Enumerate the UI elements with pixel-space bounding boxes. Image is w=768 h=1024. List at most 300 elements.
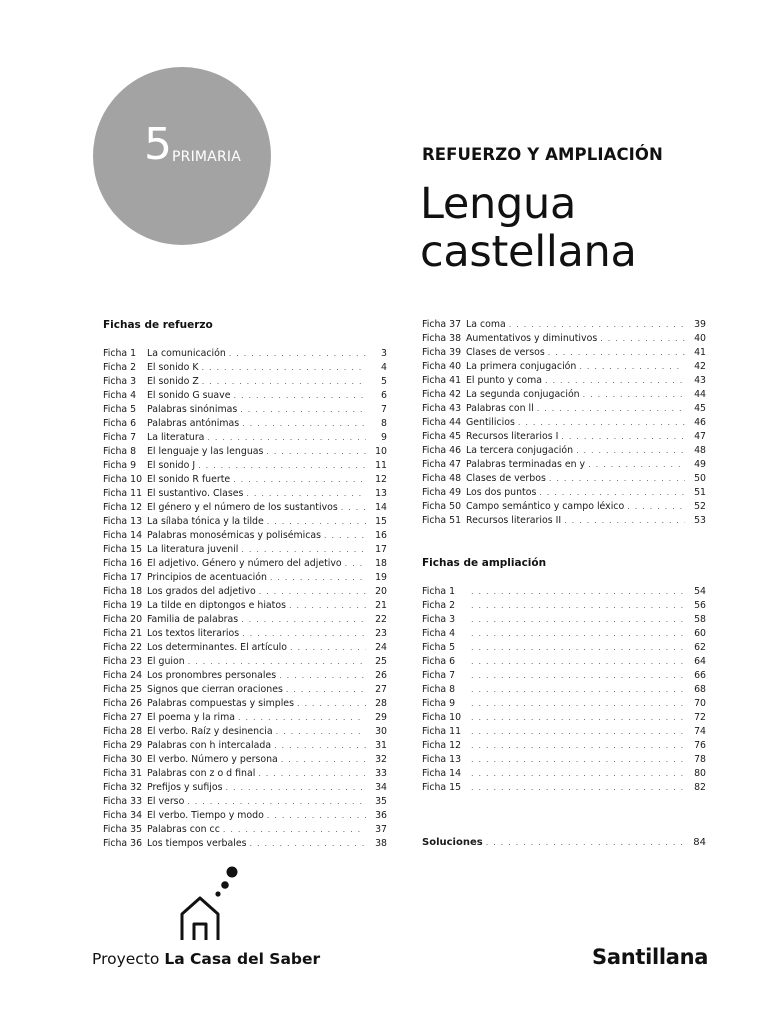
toc-row[interactable] xyxy=(103,557,387,571)
toc-number: Ficha 6 xyxy=(422,656,456,667)
toc-row[interactable] xyxy=(422,683,706,697)
leader-dots xyxy=(509,318,685,332)
toc-page: 53 xyxy=(694,515,706,526)
toc-page: 32 xyxy=(375,754,387,765)
leader-dots xyxy=(281,753,366,767)
toc-row[interactable] xyxy=(103,613,387,627)
logo-dot-medium xyxy=(221,881,229,889)
toc-row[interactable] xyxy=(103,655,387,669)
toc-row[interactable] xyxy=(422,332,706,346)
ampliacion-list xyxy=(422,585,706,795)
toc-row[interactable] xyxy=(103,641,387,655)
toc-label: Los determinantes. El artículo xyxy=(147,642,287,653)
leader-dots xyxy=(471,613,685,627)
toc-number: Ficha 28 xyxy=(103,726,143,737)
toc-label: Recursos literarios II xyxy=(466,515,562,526)
book-title-line2: castellana xyxy=(420,227,637,277)
toc-number: Ficha 3 xyxy=(422,614,456,625)
leader-dots xyxy=(345,557,366,571)
toc-row[interactable] xyxy=(422,725,706,739)
leader-dots xyxy=(561,430,685,444)
toc-number: Ficha 9 xyxy=(103,460,137,471)
toc-page: 44 xyxy=(694,389,706,400)
toc-row[interactable] xyxy=(103,445,387,459)
toc-page: 60 xyxy=(694,628,706,639)
toc-page: 43 xyxy=(694,375,706,386)
leader-dots xyxy=(471,669,685,683)
toc-row[interactable] xyxy=(422,444,706,458)
toc-row[interactable] xyxy=(422,711,706,725)
leader-dots xyxy=(471,753,685,767)
toc-page: 52 xyxy=(694,501,706,512)
toc-row[interactable] xyxy=(422,360,706,374)
toc-label: La literatura xyxy=(147,432,205,443)
toc-label: El punto y coma xyxy=(466,375,543,386)
toc-label: Palabras sinónimas xyxy=(147,404,238,415)
toc-label: La tercera conjugación xyxy=(466,445,574,456)
toc-row[interactable] xyxy=(422,514,706,528)
leader-dots xyxy=(242,627,366,641)
publisher-logo: Santillana xyxy=(592,945,709,969)
toc-page: 42 xyxy=(694,361,706,372)
toc-number: Ficha 4 xyxy=(103,390,137,401)
toc-row[interactable] xyxy=(103,529,387,543)
toc-number: Ficha 34 xyxy=(103,810,143,821)
toc-label: El sonido Z xyxy=(147,376,199,387)
ampliacion-heading: Fichas de ampliación xyxy=(422,557,547,569)
toc-label: El sonido K xyxy=(147,362,199,373)
toc-label: Principios de acentuación xyxy=(147,572,267,583)
toc-number: Ficha 11 xyxy=(422,726,462,737)
toc-number: Ficha 3 xyxy=(103,376,137,387)
toc-row[interactable] xyxy=(103,375,387,389)
toc-number: Ficha 4 xyxy=(422,628,456,639)
toc-row[interactable] xyxy=(103,389,387,403)
toc-label: Palabras con cc xyxy=(147,824,220,835)
leader-dots xyxy=(258,767,366,781)
toc-page: 70 xyxy=(694,698,706,709)
leader-dots xyxy=(471,781,685,795)
leader-dots xyxy=(279,669,366,683)
soluciones-entry[interactable] xyxy=(422,836,706,850)
leader-dots xyxy=(471,627,685,641)
leader-dots xyxy=(548,346,685,360)
toc-row[interactable] xyxy=(422,388,706,402)
toc-number: Ficha 46 xyxy=(422,445,462,456)
toc-row[interactable] xyxy=(103,627,387,641)
toc-page: 51 xyxy=(694,487,706,498)
toc-number: Ficha 13 xyxy=(103,516,143,527)
toc-label: Recursos literarios I xyxy=(466,431,559,442)
book-subtitle: REFUERZO Y AMPLIACIÓN xyxy=(422,145,663,164)
toc-number: Ficha 50 xyxy=(422,501,462,512)
toc-label: Palabras antónimas xyxy=(147,418,240,429)
leader-dots xyxy=(564,514,685,528)
toc-page: 66 xyxy=(694,670,706,681)
toc-row[interactable] xyxy=(103,431,387,445)
toc-page: 15 xyxy=(375,516,387,527)
toc-page: 17 xyxy=(375,544,387,555)
toc-number: Ficha 2 xyxy=(422,600,456,611)
toc-page: 80 xyxy=(694,768,706,779)
toc-label: Los pronombres personales xyxy=(147,670,277,681)
toc-label: Palabras con ll xyxy=(466,403,534,414)
toc-row[interactable] xyxy=(103,795,387,809)
toc-row[interactable] xyxy=(103,487,387,501)
project-brand xyxy=(92,948,320,970)
leader-dots xyxy=(486,836,685,850)
toc-row[interactable] xyxy=(103,473,387,487)
toc-label: Aumentativos y diminutivos xyxy=(466,333,598,344)
toc-row[interactable] xyxy=(422,585,706,599)
book-title-line1: Lengua xyxy=(420,179,577,229)
toc-page: 76 xyxy=(694,740,706,751)
toc-number: Ficha 5 xyxy=(422,642,456,653)
toc-row[interactable] xyxy=(422,641,706,655)
toc-page: 14 xyxy=(375,502,387,513)
toc-number: Ficha 8 xyxy=(103,446,137,457)
toc-number: Ficha 8 xyxy=(422,684,456,695)
toc-row[interactable] xyxy=(103,725,387,739)
toc-label: Palabras con h intercalada xyxy=(147,740,272,751)
toc-number: Ficha 40 xyxy=(422,361,462,372)
toc-label: Gentilicios xyxy=(466,417,515,428)
toc-page: 25 xyxy=(375,656,387,667)
toc-row[interactable] xyxy=(103,403,387,417)
toc-row[interactable] xyxy=(103,809,387,823)
toc-page: 5 xyxy=(381,376,387,387)
leader-dots xyxy=(229,347,366,361)
toc-page: 31 xyxy=(375,740,387,751)
toc-page: 27 xyxy=(375,684,387,695)
toc-number: Ficha 45 xyxy=(422,431,462,442)
project-name: La Casa del Saber xyxy=(164,950,321,968)
toc-row[interactable] xyxy=(103,501,387,515)
toc-label: El sustantivo. Clases xyxy=(147,488,244,499)
toc-page: 10 xyxy=(375,446,387,457)
leader-dots xyxy=(187,795,366,809)
leader-dots xyxy=(188,655,366,669)
leader-dots xyxy=(471,641,685,655)
leader-dots xyxy=(471,585,685,599)
toc-number: Ficha 24 xyxy=(103,670,143,681)
toc-label: Los grados del adjetivo xyxy=(147,586,256,597)
toc-row[interactable] xyxy=(422,486,706,500)
toc-label: Los textos literarios xyxy=(147,628,240,639)
toc-number: Ficha 16 xyxy=(103,558,143,569)
leader-dots xyxy=(324,529,366,543)
toc-page: 78 xyxy=(694,754,706,765)
toc-page: 37 xyxy=(375,824,387,835)
leader-dots xyxy=(238,711,366,725)
toc-label: El guion xyxy=(147,656,185,667)
toc-page: 3 xyxy=(381,348,387,359)
toc-page: 11 xyxy=(375,460,387,471)
toc-label: Campo semántico y campo léxico xyxy=(466,501,625,512)
leader-dots xyxy=(267,809,366,823)
toc-row[interactable] xyxy=(422,599,706,613)
leader-dots xyxy=(471,767,685,781)
leader-dots xyxy=(549,472,685,486)
grade-label: PRIMARIA xyxy=(172,149,241,165)
house-icon xyxy=(172,862,242,944)
toc-row[interactable] xyxy=(103,669,387,683)
toc-page: 82 xyxy=(694,782,706,793)
toc-number: Ficha 18 xyxy=(103,586,143,597)
toc-page: 4 xyxy=(381,362,387,373)
toc-number: Ficha 13 xyxy=(422,754,462,765)
toc-number: Ficha 10 xyxy=(422,712,462,723)
toc-row[interactable] xyxy=(103,571,387,585)
toc-page: 23 xyxy=(375,628,387,639)
toc-label: El sonido R fuerte xyxy=(147,474,231,485)
toc-row[interactable] xyxy=(422,627,706,641)
toc-number: Ficha 22 xyxy=(103,642,143,653)
toc-number: Ficha 5 xyxy=(103,404,137,415)
leader-dots xyxy=(576,444,685,458)
toc-row[interactable] xyxy=(103,697,387,711)
leader-dots xyxy=(588,458,685,472)
toc-page: 36 xyxy=(375,810,387,821)
leader-dots xyxy=(266,445,366,459)
toc-row[interactable] xyxy=(103,837,387,851)
toc-label: El verbo. Tiempo y modo xyxy=(147,810,264,821)
toc-number: Ficha 47 xyxy=(422,459,462,470)
project-prefix: Proyecto xyxy=(92,950,160,968)
toc-number: Ficha 33 xyxy=(103,796,143,807)
toc-row[interactable] xyxy=(103,543,387,557)
leader-dots xyxy=(274,739,366,753)
grade-number: 5 xyxy=(144,119,172,170)
toc-row[interactable] xyxy=(103,823,387,837)
toc-row[interactable] xyxy=(103,347,387,361)
leader-dots xyxy=(471,711,685,725)
toc-row[interactable] xyxy=(103,417,387,431)
leader-dots xyxy=(471,683,685,697)
toc-label: La sílaba tónica y la tilde xyxy=(147,516,264,527)
toc-number: Ficha 15 xyxy=(422,782,462,793)
toc-page: 21 xyxy=(375,600,387,611)
toc-number: Ficha 48 xyxy=(422,473,462,484)
leader-dots xyxy=(246,487,366,501)
toc-page: 58 xyxy=(694,614,706,625)
toc-number: Ficha 32 xyxy=(103,782,143,793)
toc-row[interactable] xyxy=(103,585,387,599)
leader-dots xyxy=(202,375,366,389)
toc-row[interactable] xyxy=(422,613,706,627)
toc-label: La literatura juvenil xyxy=(147,544,239,555)
toc-page: 16 xyxy=(375,530,387,541)
leader-dots xyxy=(539,486,685,500)
leader-dots xyxy=(207,431,366,445)
toc-label: Signos que cierran oraciones xyxy=(147,684,283,695)
toc-row[interactable] xyxy=(103,683,387,697)
toc-number: Ficha 12 xyxy=(422,740,462,751)
leader-dots xyxy=(471,725,685,739)
toc-row[interactable] xyxy=(422,500,706,514)
toc-row[interactable] xyxy=(422,753,706,767)
toc-label: El género y el número de los sustantivos xyxy=(147,502,338,513)
leader-dots xyxy=(297,697,366,711)
leader-dots xyxy=(270,571,366,585)
toc-row[interactable] xyxy=(103,753,387,767)
toc-number: Ficha 14 xyxy=(103,530,143,541)
toc-row[interactable] xyxy=(103,711,387,725)
toc-page: 12 xyxy=(375,474,387,485)
leader-dots xyxy=(241,613,366,627)
leader-dots xyxy=(250,837,366,851)
toc-number: Ficha 10 xyxy=(103,474,143,485)
toc-page: 54 xyxy=(694,586,706,597)
toc-row[interactable] xyxy=(422,416,706,430)
toc-page: 38 xyxy=(375,838,387,849)
toc-number: Ficha 20 xyxy=(103,614,143,625)
leader-dots xyxy=(267,515,366,529)
toc-number: Ficha 1 xyxy=(422,586,456,597)
toc-row[interactable] xyxy=(103,361,387,375)
leader-dots xyxy=(471,655,685,669)
toc-page: 47 xyxy=(694,431,706,442)
leader-dots xyxy=(341,501,366,515)
toc-page: 33 xyxy=(375,768,387,779)
logo-dot-large xyxy=(227,867,238,878)
toc-label: La tilde en diptongos e hiatos xyxy=(147,600,286,611)
toc-number: Ficha 1 xyxy=(103,348,137,359)
leader-dots xyxy=(290,641,366,655)
leader-dots xyxy=(233,389,366,403)
toc-number: Ficha 23 xyxy=(103,656,143,667)
leader-dots xyxy=(241,543,366,557)
leader-dots xyxy=(233,473,366,487)
toc-number: Ficha 29 xyxy=(103,740,143,751)
toc-row[interactable] xyxy=(422,402,706,416)
toc-label: El poema y la rima xyxy=(147,712,236,723)
toc-label: El sonido J xyxy=(147,460,196,471)
toc-number: Ficha 39 xyxy=(422,347,462,358)
toc-row[interactable] xyxy=(103,515,387,529)
toc-page: 35 xyxy=(375,796,387,807)
toc-row[interactable] xyxy=(422,430,706,444)
toc-page: 49 xyxy=(694,459,706,470)
toc-row[interactable] xyxy=(103,781,387,795)
leader-dots xyxy=(202,361,367,375)
leader-dots xyxy=(242,417,366,431)
toc-label: Palabras compuestas y simples xyxy=(147,698,294,709)
toc-number: Ficha 26 xyxy=(103,698,143,709)
toc-row[interactable] xyxy=(422,669,706,683)
toc-label: El verbo. Raíz y desinencia xyxy=(147,726,273,737)
toc-number: Ficha 17 xyxy=(103,572,143,583)
leader-dots xyxy=(289,599,366,613)
toc-label: La comunicación xyxy=(147,348,226,359)
toc-label: El verbo. Número y persona xyxy=(147,754,278,765)
toc-page: 9 xyxy=(381,432,387,443)
toc-label: La primera conjugación xyxy=(466,361,577,372)
leader-dots xyxy=(600,332,685,346)
toc-number: Ficha 19 xyxy=(103,600,143,611)
toc-number: Ficha 12 xyxy=(103,502,143,513)
toc-row[interactable] xyxy=(422,458,706,472)
toc-row[interactable] xyxy=(422,697,706,711)
toc-label: El adjetivo. Género y número del adjetivo xyxy=(147,558,342,569)
toc-label: La coma xyxy=(466,319,506,330)
toc-number: Ficha 43 xyxy=(422,403,462,414)
leader-dots xyxy=(240,403,366,417)
toc-page: 74 xyxy=(694,726,706,737)
leader-dots xyxy=(583,388,685,402)
toc-number: Ficha 2 xyxy=(103,362,137,373)
toc-page: 50 xyxy=(694,473,706,484)
toc-page: 40 xyxy=(694,333,706,344)
toc-row[interactable] xyxy=(422,767,706,781)
toc-number: Ficha 44 xyxy=(422,417,462,428)
toc-page: 7 xyxy=(381,404,387,415)
toc-row[interactable] xyxy=(103,459,387,473)
leader-dots xyxy=(198,459,366,473)
toc-row[interactable] xyxy=(103,739,387,753)
toc-number: Ficha 38 xyxy=(422,333,462,344)
toc-label: Prefijos y sufijos xyxy=(147,782,223,793)
leader-dots xyxy=(471,599,685,613)
toc-number: Ficha 30 xyxy=(103,754,143,765)
toc-number: Ficha 9 xyxy=(422,698,456,709)
toc-number: Ficha 35 xyxy=(103,824,143,835)
toc-row-soluciones[interactable] xyxy=(422,836,706,850)
toc-label: El verso xyxy=(147,796,185,807)
logo-dot-small xyxy=(215,891,220,896)
toc-page: 68 xyxy=(694,684,706,695)
toc-number: Ficha 7 xyxy=(103,432,137,443)
toc-page: 64 xyxy=(694,656,706,667)
toc-row[interactable] xyxy=(103,767,387,781)
toc-number: Ficha 6 xyxy=(103,418,137,429)
toc-page: 8 xyxy=(381,418,387,429)
toc-page: 24 xyxy=(375,642,387,653)
toc-row[interactable] xyxy=(422,781,706,795)
toc-row[interactable] xyxy=(422,739,706,753)
toc-label: Los dos puntos xyxy=(466,487,537,498)
toc-label: Clases de verbos xyxy=(466,473,546,484)
leader-dots xyxy=(223,823,366,837)
toc-page: 46 xyxy=(694,417,706,428)
toc-row[interactable] xyxy=(422,346,706,360)
toc-page: 26 xyxy=(375,670,387,681)
toc-page: 30 xyxy=(375,726,387,737)
toc-page: 45 xyxy=(694,403,706,414)
leader-dots xyxy=(537,402,685,416)
toc-number: Ficha 42 xyxy=(422,389,462,400)
toc-number: Ficha 49 xyxy=(422,487,462,498)
toc-row[interactable] xyxy=(422,472,706,486)
toc-label: Familia de palabras xyxy=(147,614,239,625)
toc-label: Soluciones xyxy=(422,837,483,848)
toc-row[interactable] xyxy=(422,374,706,388)
toc-row[interactable] xyxy=(422,655,706,669)
toc-page: 6 xyxy=(381,390,387,401)
toc-page: 41 xyxy=(694,347,706,358)
toc-page: 22 xyxy=(375,614,387,625)
toc-number: Ficha 21 xyxy=(103,628,143,639)
toc-number: Ficha 31 xyxy=(103,768,143,779)
toc-row[interactable] xyxy=(103,599,387,613)
toc-number: Ficha 11 xyxy=(103,488,143,499)
toc-number: Ficha 7 xyxy=(422,670,456,681)
house-outline xyxy=(182,898,218,940)
toc-row[interactable] xyxy=(422,318,706,332)
leader-dots xyxy=(579,360,685,374)
toc-page: 39 xyxy=(694,319,706,330)
toc-label: El sonido G suave xyxy=(147,390,231,401)
